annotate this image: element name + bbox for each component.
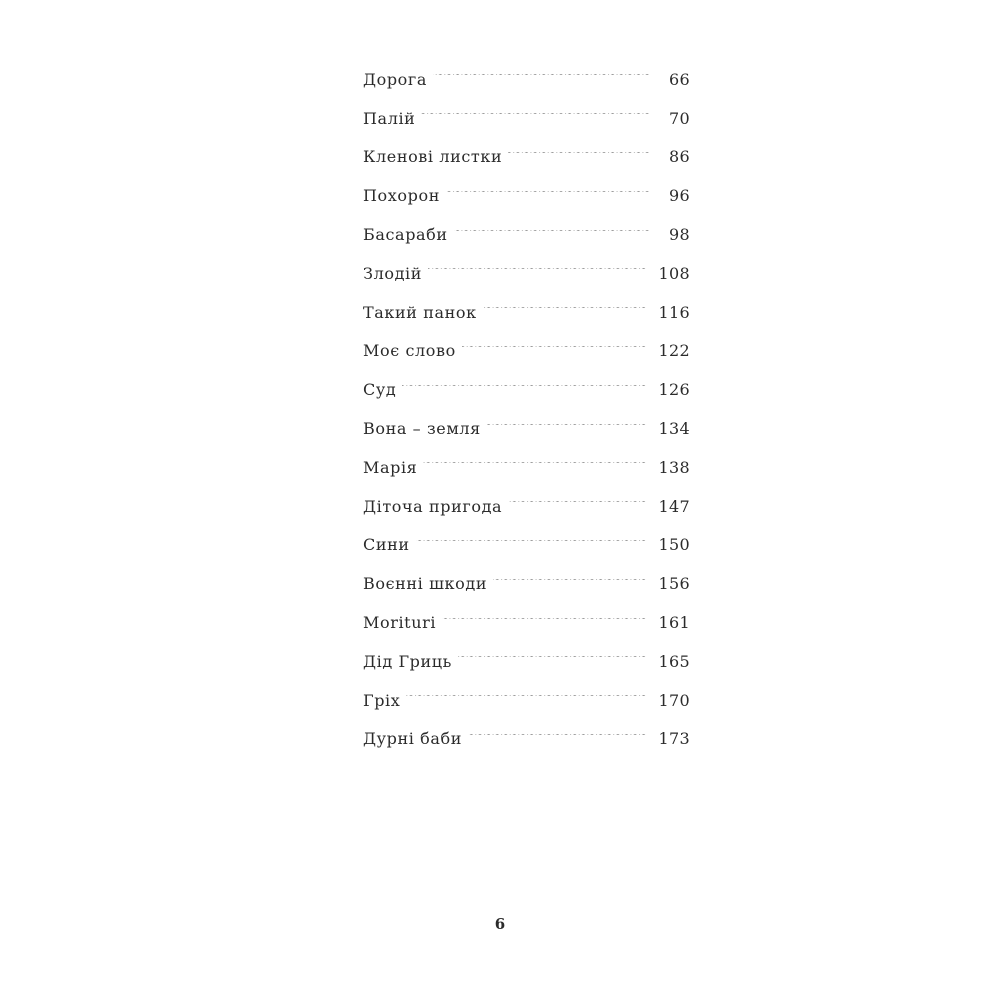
dotted-leader: [458, 656, 647, 666]
dotted-leader: [487, 424, 647, 434]
toc-entry-page: 161: [658, 613, 690, 633]
toc-entry-page: 147: [658, 496, 690, 516]
toc-entry-title: Воєнні шкоди: [363, 574, 493, 593]
toc-entry-page: 138: [658, 457, 690, 477]
table-of-contents: [363, 60, 690, 758]
toc-entry-page: 122: [658, 341, 690, 361]
dotted-leader: [508, 501, 646, 511]
toc-entry-page: 108: [658, 263, 690, 283]
toc-entry-title: Басараби: [363, 225, 454, 244]
toc-entry-title: Моє слово: [363, 341, 462, 360]
toc-entry: [363, 215, 690, 254]
toc-entry-title: Діточа пригода: [363, 497, 508, 516]
dotted-leader: [462, 346, 647, 356]
toc-entry-title: Марія: [363, 458, 423, 477]
toc-entry-page: 126: [658, 380, 690, 400]
dotted-leader: [416, 540, 647, 550]
toc-entry-title: Кленові листки: [363, 147, 508, 166]
dotted-leader: [454, 230, 650, 240]
dotted-leader: [421, 113, 650, 123]
toc-entry: [363, 332, 690, 371]
dotted-leader: [483, 307, 647, 317]
toc-entry-page: 170: [658, 690, 690, 710]
dotted-leader: [402, 385, 646, 395]
toc-entry-title: Сини: [363, 535, 416, 554]
toc-entry: [363, 60, 690, 99]
dotted-leader: [508, 152, 650, 162]
dotted-leader: [468, 734, 647, 744]
toc-entry-title: Палій: [363, 109, 421, 128]
toc-entry-title: Гріх: [363, 691, 406, 710]
toc-entry-title: Дурні баби: [363, 729, 468, 748]
toc-entry: [363, 293, 690, 332]
toc-entry: [363, 603, 690, 642]
toc-entry-page: 134: [658, 419, 690, 439]
dotted-leader: [446, 191, 650, 201]
toc-entry-page: 96: [669, 186, 690, 206]
toc-entry-title: Похорон: [363, 186, 446, 205]
toc-entry: [363, 370, 690, 409]
dotted-leader: [433, 74, 650, 84]
toc-entry-page: 116: [658, 302, 690, 322]
toc-entry-page: 86: [669, 147, 690, 167]
page-number: 6: [494, 915, 506, 933]
toc-entry: [363, 487, 690, 526]
dotted-leader: [493, 579, 646, 589]
toc-entry: [363, 681, 690, 720]
dotted-leader: [442, 618, 646, 628]
toc-entry-title: Суд: [363, 380, 402, 399]
dotted-leader: [423, 462, 646, 472]
toc-entry-page: 66: [669, 69, 690, 89]
dotted-leader: [428, 268, 647, 278]
toc-entry-page: 173: [658, 729, 690, 749]
toc-entry-title: Moriturі: [363, 613, 442, 632]
toc-entry: [363, 254, 690, 293]
toc-entry: [363, 138, 690, 177]
toc-entry-title: Дорога: [363, 70, 433, 89]
toc-entry-page: 150: [658, 535, 690, 555]
toc-entry-page: 165: [658, 651, 690, 671]
toc-entry-title: Такий панок: [363, 303, 483, 322]
toc-entry: [363, 526, 690, 565]
toc-entry: [363, 176, 690, 215]
toc-entry: [363, 99, 690, 138]
toc-entry: [363, 642, 690, 681]
toc-entry-page: 70: [669, 108, 690, 128]
dotted-leader: [406, 695, 646, 705]
toc-entry-title: Вона – земля: [363, 419, 487, 438]
toc-entry: [363, 564, 690, 603]
toc-entry-title: Дід Гриць: [363, 652, 458, 671]
toc-entry: [363, 720, 690, 759]
toc-entry: [363, 448, 690, 487]
toc-entry-page: 156: [658, 574, 690, 594]
toc-entry-title: Злодій: [363, 264, 428, 283]
toc-entry: [363, 409, 690, 448]
toc-entry-page: 98: [669, 225, 690, 245]
